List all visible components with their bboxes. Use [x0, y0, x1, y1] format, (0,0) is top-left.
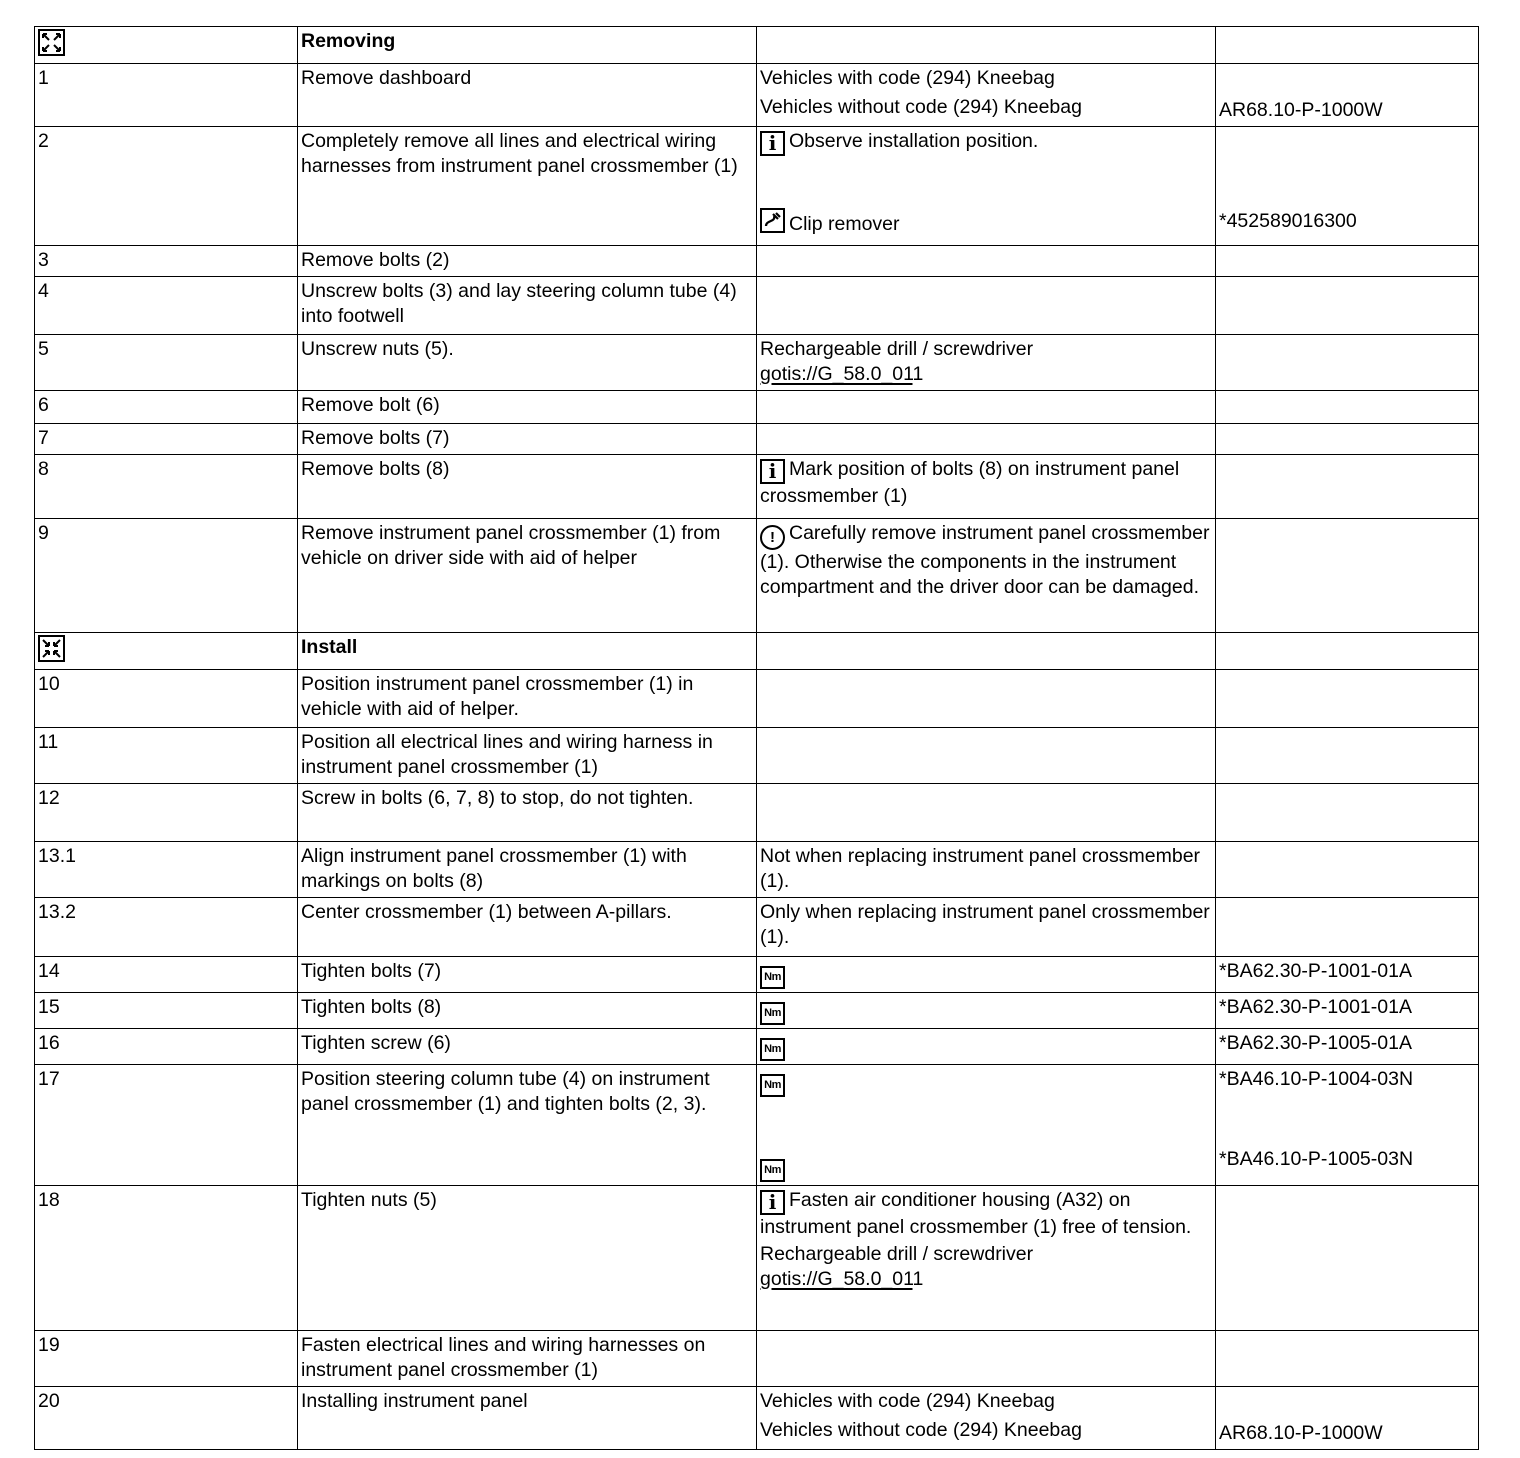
step-number: 14 — [38, 960, 60, 982]
action-text: Fasten electrical lines and wiring harnesses on instrument panel crossmember (1) — [301, 1334, 706, 1381]
step-number: 1 — [38, 67, 49, 89]
action-cell — [298, 455, 757, 519]
action-cell — [298, 670, 757, 728]
reference-cell — [1216, 1065, 1479, 1186]
table-row — [35, 246, 1479, 277]
step-cell — [35, 64, 298, 127]
link-suffix: 1 — [912, 363, 924, 385]
table-row — [35, 784, 1479, 842]
section-heading — [298, 27, 757, 64]
step-number: 9 — [38, 522, 49, 544]
note-text: Vehicles without code (294) Kneebag — [760, 96, 1082, 118]
reference-cell — [1216, 633, 1479, 670]
table-row — [35, 1065, 1479, 1186]
note-line — [760, 208, 1211, 237]
step-cell — [35, 957, 298, 993]
note-cell — [757, 277, 1216, 335]
step-cell — [35, 1029, 298, 1065]
reference-line: *452589016300 — [1219, 210, 1357, 232]
note-cell — [757, 633, 1216, 670]
step-number: 18 — [38, 1189, 60, 1211]
note-line — [760, 521, 1211, 600]
clip-tool-icon — [760, 208, 785, 233]
gotis-link[interactable]: gotis://G_58.0_01 — [760, 363, 913, 385]
action-text: Remove dashboard — [301, 67, 472, 89]
table-row — [35, 455, 1479, 519]
note-line — [760, 129, 1211, 156]
note-cell — [757, 784, 1216, 842]
note-line — [760, 900, 1211, 950]
action-text: Tighten bolts (7) — [301, 960, 442, 982]
note-line — [760, 337, 1211, 362]
step-number: 10 — [38, 673, 60, 695]
reference-line: AR68.10-P-1000W — [1219, 99, 1383, 121]
step-number: 16 — [38, 1032, 60, 1054]
step-cell — [35, 898, 298, 957]
note-cell — [757, 424, 1216, 455]
action-cell — [298, 519, 757, 633]
table-row — [35, 424, 1479, 455]
torque-nm-icon: Nm — [760, 1159, 785, 1182]
step-cell — [35, 1387, 298, 1450]
reference-cell — [1216, 1331, 1479, 1387]
table-row — [35, 64, 1479, 127]
removing-section-icon — [38, 29, 65, 56]
step-number: 17 — [38, 1068, 60, 1090]
note-line — [760, 1418, 1211, 1443]
table-row — [35, 127, 1479, 246]
action-text: Remove bolt (6) — [301, 394, 440, 416]
note-cell — [757, 898, 1216, 957]
step-number: 3 — [38, 249, 49, 271]
gotis-link[interactable]: gotis://G_58.0_01 — [760, 1268, 913, 1290]
table-row — [35, 335, 1479, 391]
step-cell — [35, 633, 298, 670]
reference-cell — [1216, 1029, 1479, 1065]
step-cell — [35, 670, 298, 728]
step-cell — [35, 424, 298, 455]
note-text: Not when replacing instrument panel crossmember (1). — [760, 845, 1201, 892]
action-text: Completely remove all lines and electrical wiring harnesses from instrument panel crossmember (1) — [301, 130, 738, 177]
action-cell — [298, 391, 757, 424]
table-row — [35, 728, 1479, 784]
action-cell — [298, 842, 757, 898]
action-text: Position instrument panel crossmember (1) in vehicle with aid of helper. — [301, 673, 694, 720]
action-text: Position steering column tube (4) on instrument panel crossmember (1) and tighten bolts (2, 3). — [301, 1068, 710, 1115]
note-text: Rechargeable drill / screwdriver — [760, 338, 1034, 360]
step-number: 13.1 — [38, 845, 76, 867]
install-section-icon — [38, 635, 65, 662]
reference-line: *BA46.10-P-1005-03N — [1219, 1148, 1414, 1170]
note-line — [760, 457, 1211, 509]
info-icon: i — [760, 1190, 785, 1215]
note-cell — [757, 1065, 1216, 1186]
step-number: 2 — [38, 130, 49, 152]
note-cell — [757, 391, 1216, 424]
reference-cell — [1216, 993, 1479, 1029]
reference-cell — [1216, 784, 1479, 842]
reference-cell — [1216, 246, 1479, 277]
note-cell — [757, 957, 1216, 993]
note-line — [760, 1267, 1211, 1292]
note-cell — [757, 993, 1216, 1029]
step-cell — [35, 1331, 298, 1387]
action-cell — [298, 127, 757, 246]
torque-nm-icon: Nm — [760, 966, 785, 989]
reference-cell — [1216, 27, 1479, 64]
note-cell — [757, 27, 1216, 64]
note-text: Vehicles with code (294) Kneebag — [760, 1390, 1055, 1412]
action-cell — [298, 993, 757, 1029]
table-row — [35, 842, 1479, 898]
reference-cell — [1216, 127, 1479, 246]
action-text: Remove instrument panel crossmember (1) from vehicle on driver side with aid of helper — [301, 522, 721, 569]
procedure-table-body — [35, 27, 1479, 1450]
note-text: Carefully remove instrument panel crossmember (1). Otherwise the components in the instrument compartment and the driver door can be damaged. — [760, 522, 1210, 598]
reference-cell — [1216, 519, 1479, 633]
note-cell — [757, 1387, 1216, 1450]
note-line — [760, 1188, 1211, 1240]
table-row — [35, 1331, 1479, 1387]
reference-cell — [1216, 842, 1479, 898]
action-cell — [298, 335, 757, 391]
note-text: Fasten air conditioner housing (A32) on instrument panel crossmember (1) free of tension. — [760, 1189, 1192, 1238]
reference-line — [1219, 69, 1474, 94]
reference-cell — [1216, 1186, 1479, 1331]
step-number: 12 — [38, 787, 60, 809]
step-cell — [35, 27, 298, 64]
note-cell — [757, 335, 1216, 391]
reference-cell — [1216, 898, 1479, 957]
action-cell — [298, 1387, 757, 1450]
reference-line: *BA46.10-P-1004-03N — [1219, 1068, 1414, 1090]
table-row — [35, 633, 1479, 670]
link-suffix: 1 — [912, 1268, 924, 1290]
action-cell — [298, 1065, 757, 1186]
table-row — [35, 957, 1479, 993]
action-cell — [298, 1029, 757, 1065]
action-text: Install — [301, 636, 358, 658]
note-line — [760, 959, 1211, 989]
reference-line: *BA62.30-P-1001-01A — [1219, 996, 1412, 1018]
note-line — [760, 362, 1211, 387]
reference-cell — [1216, 391, 1479, 424]
note-cell — [757, 1029, 1216, 1065]
reference-cell — [1216, 957, 1479, 993]
reference-line: AR68.10-P-1000W — [1219, 1422, 1383, 1444]
step-cell — [35, 391, 298, 424]
note-line — [760, 1031, 1211, 1061]
reference-cell — [1216, 335, 1479, 391]
info-icon: i — [760, 459, 785, 484]
action-text: Tighten screw (6) — [301, 1032, 451, 1054]
reference-cell — [1216, 728, 1479, 784]
action-cell — [298, 728, 757, 784]
action-text: Align instrument panel crossmember (1) with markings on bolts (8) — [301, 845, 687, 892]
reference-cell — [1216, 670, 1479, 728]
torque-nm-icon: Nm — [760, 1074, 785, 1097]
note-line — [760, 1152, 1211, 1182]
step-cell — [35, 519, 298, 633]
reference-line — [1219, 132, 1474, 157]
note-cell — [757, 64, 1216, 127]
note-cell — [757, 127, 1216, 246]
step-cell — [35, 1065, 298, 1186]
note-text: Clip remover — [789, 213, 900, 235]
info-icon: i — [760, 131, 785, 156]
note-cell — [757, 842, 1216, 898]
action-text: Tighten nuts (5) — [301, 1189, 437, 1211]
step-cell — [35, 842, 298, 898]
step-number: 13.2 — [38, 901, 76, 923]
action-text: Unscrew nuts (5). — [301, 338, 454, 360]
table-row — [35, 993, 1479, 1029]
step-cell — [35, 127, 298, 246]
note-text: Mark position of bolts (8) on instrument panel crossmember (1) — [760, 458, 1180, 507]
step-number: 7 — [38, 427, 49, 449]
action-text: Removing — [301, 30, 396, 52]
action-text: Tighten bolts (8) — [301, 996, 442, 1018]
note-line — [760, 995, 1211, 1025]
table-row — [35, 670, 1479, 728]
action-text: Unscrew bolts (3) and lay steering column tube (4) into footwell — [301, 280, 737, 327]
note-line — [760, 1389, 1211, 1414]
note-line — [760, 844, 1211, 894]
reference-cell — [1216, 455, 1479, 519]
note-text: Only when replacing instrument panel crossmember (1). — [760, 901, 1210, 948]
note-cell — [757, 246, 1216, 277]
action-cell — [298, 277, 757, 335]
table-row — [35, 898, 1479, 957]
note-cell — [757, 728, 1216, 784]
table-row — [35, 391, 1479, 424]
reference-line: *BA62.30-P-1001-01A — [1219, 960, 1412, 982]
note-cell — [757, 1331, 1216, 1387]
procedure-table — [34, 26, 1479, 1450]
table-row — [35, 1387, 1479, 1450]
reference-cell — [1216, 1387, 1479, 1450]
action-cell — [298, 64, 757, 127]
reference-line — [1219, 1392, 1474, 1417]
action-cell — [298, 424, 757, 455]
torque-nm-icon: Nm — [760, 1002, 785, 1025]
step-cell — [35, 728, 298, 784]
table-row — [35, 519, 1479, 633]
note-cell — [757, 670, 1216, 728]
reference-cell — [1216, 277, 1479, 335]
action-text: Screw in bolts (6, 7, 8) to stop, do not tighten. — [301, 787, 694, 809]
action-text: Center crossmember (1) between A-pillars. — [301, 901, 672, 923]
note-cell — [757, 455, 1216, 519]
step-cell — [35, 993, 298, 1029]
action-cell — [298, 957, 757, 993]
step-number: 20 — [38, 1390, 60, 1412]
section-heading — [298, 633, 757, 670]
table-row — [35, 277, 1479, 335]
step-cell — [35, 335, 298, 391]
table-row — [35, 1029, 1479, 1065]
step-cell — [35, 277, 298, 335]
action-cell — [298, 1331, 757, 1387]
action-cell — [298, 898, 757, 957]
action-text: Remove bolts (2) — [301, 249, 450, 271]
action-text: Position all electrical lines and wiring harness in instrument panel crossmember (1) — [301, 731, 713, 778]
reference-cell — [1216, 424, 1479, 455]
note-cell — [757, 519, 1216, 633]
reference-line: *BA62.30-P-1005-01A — [1219, 1032, 1412, 1054]
step-cell — [35, 455, 298, 519]
action-text: Installing instrument panel — [301, 1390, 528, 1412]
step-number: 5 — [38, 338, 49, 360]
note-text: Rechargeable drill / screwdriver — [760, 1243, 1034, 1265]
table-row — [35, 27, 1479, 64]
note-text: Observe installation position. — [789, 130, 1039, 152]
action-cell — [298, 784, 757, 842]
step-number: 19 — [38, 1334, 60, 1356]
step-cell — [35, 1186, 298, 1331]
step-number: 8 — [38, 458, 49, 480]
caution-icon: ! — [760, 525, 785, 550]
note-line — [760, 66, 1211, 91]
action-cell — [298, 1186, 757, 1331]
table-row — [35, 1186, 1479, 1331]
note-cell — [757, 1186, 1216, 1331]
reference-cell — [1216, 64, 1479, 127]
note-line — [760, 95, 1211, 120]
action-cell — [298, 246, 757, 277]
step-number: 6 — [38, 394, 49, 416]
step-cell — [35, 246, 298, 277]
note-line — [760, 1067, 1211, 1097]
torque-nm-icon: Nm — [760, 1038, 785, 1061]
step-number: 11 — [38, 731, 59, 753]
note-text: Vehicles with code (294) Kneebag — [760, 67, 1055, 89]
step-number: 15 — [38, 996, 60, 1018]
note-text: Vehicles without code (294) Kneebag — [760, 1419, 1082, 1441]
action-text: Remove bolts (7) — [301, 427, 450, 449]
action-text: Remove bolts (8) — [301, 458, 450, 480]
step-cell — [35, 784, 298, 842]
step-number: 4 — [38, 280, 49, 302]
note-line — [760, 1242, 1211, 1267]
